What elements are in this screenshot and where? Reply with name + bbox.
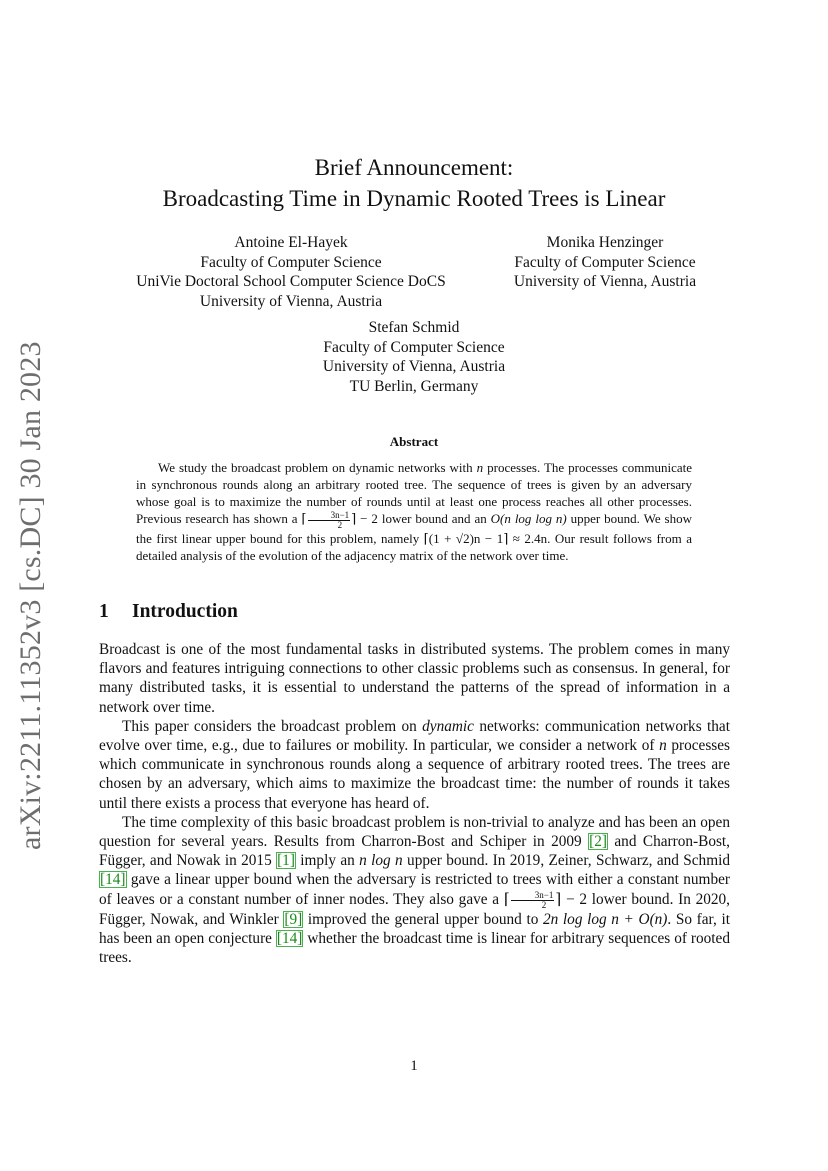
abstract-heading: Abstract	[389, 434, 439, 449]
author-name: Stefan Schmid	[368, 319, 460, 336]
section-heading	[99, 601, 238, 623]
author-affiliation: University of Vienna, Austria	[199, 292, 383, 310]
paragraph: This paper considers the broadcast problem on dynamic networks: communication networks that evolve over time, e.g., due to failures or mobility. In particular, we consider a network of n processes which communicate in synchronous rounds along a sequence of arbitrary rooted trees. The trees are chosen by an adversary, which aims to maximize the broadcast time: the number of rounds it takes until there exists a process that everyone has heard of.	[99, 717, 730, 812]
paper-title-line1: Brief Announcement:	[314, 155, 514, 180]
author-block-3	[254, 318, 574, 396]
citation-link[interactable]: [14]	[100, 871, 126, 889]
author-name: Monika Henzinger	[546, 234, 664, 251]
author-affiliation: UniVie Doctoral School Computer Science DoCS	[136, 273, 446, 290]
paragraph: Broadcast is one of the most fundamental tasks in distributed systems. The problem comes in many flavors and features intriguing connections to other classic problems such as consensus. In general, for many distributed tasks, it is essential to understand the patterns of the spread of information in a network over time.	[99, 641, 730, 716]
section-number: 1	[99, 601, 109, 622]
author-name: Antoine El-Hayek	[234, 234, 348, 251]
paper-title-line2: Broadcasting Time in Dynamic Rooted Trees is Linear	[162, 186, 666, 211]
fraction: $\frac{3n-1}{2}$	[308, 511, 351, 530]
author-affiliation: TU Berlin, Germany	[349, 377, 479, 395]
paragraph: The time complexity of this basic broadcast problem is non-trivial to analyze and has been an open question for several years. Results from Charron-Bost and Schiper in 2009 [2] and Charron-Bost, Függer, and Nowak in 2015 [1] imply an n log n upper bound. In 2019, Zeiner, Schwarz, and Schmid [14] gave a linear upper bound when the adversary is restricted to trees with either a constant number of leaves or a constant number of inner nodes. They also gave a ⌈ $\frac{3n-1}{2}$ ⌉ − 2 lower bound. In 2020, Függer, Nowak, and Winkler [9] improved the general upper bound to 2n log log n + O(n). So far, it has been an open conjecture [14] whether the broadcast time is linear for arbitrary sequences of rooted trees.	[99, 813, 731, 967]
author-affiliation: Faculty of Computer Science	[200, 253, 382, 271]
citation-link[interactable]: [2]	[589, 833, 607, 851]
section-body	[99, 640, 730, 967]
abstract-text: We study the broadcast problem on dynamic networks with n processes. The processes communicate in synchronous rounds along an arbitrary rooted tree. The sequence of trees is given by an adversary whose goal is to maximize the number of rounds until at least one process reaches all other processes. Previous research has shown a ⌈ $\frac{3n-1}{2}$ ⌉ − 2 lower bound and an O(n log log n) upper bound. We show the first linear upper bound for this problem, namely ⌈(1 + √2)n − 1⌉ ≈ 2.4n. Our result follows from a detailed analysis of the evolution of the adjacency matrix of the network over time.	[136, 460, 693, 563]
page-number: 1	[410, 1058, 418, 1074]
section-title: Introduction	[132, 601, 238, 622]
author-affiliation: Faculty of Computer Science	[323, 338, 505, 356]
author-block-1	[110, 233, 472, 311]
author-block-2	[492, 233, 718, 292]
author-affiliation: Faculty of Computer Science	[514, 253, 696, 271]
citation-link[interactable]: [14]	[276, 929, 303, 947]
author-affiliation: University of Vienna, Austria	[513, 273, 697, 290]
author-affiliation: University of Vienna, Austria	[322, 358, 506, 375]
citation-link[interactable]: [1]	[277, 852, 295, 870]
fraction: $\frac{3n-1}{2}$	[511, 891, 555, 910]
arxiv-identifier: arXiv:2211.11352v3 [cs.DC] 30 Jan 2023	[14, 341, 47, 850]
citation-link[interactable]: [9]	[284, 910, 303, 928]
